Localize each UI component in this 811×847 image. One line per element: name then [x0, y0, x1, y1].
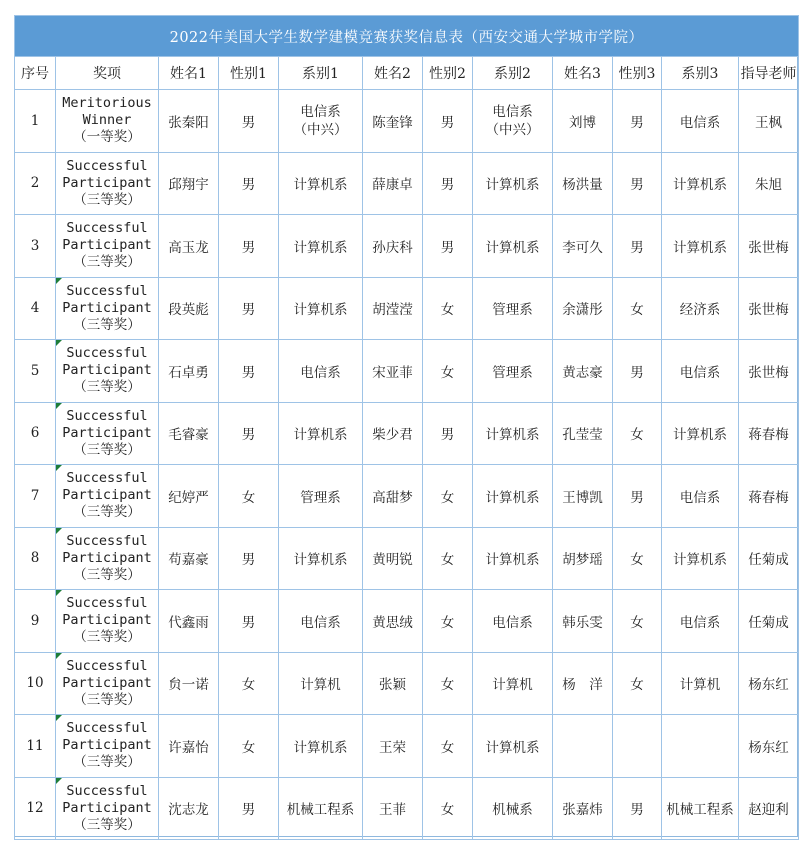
table-row — [15, 715, 799, 778]
comment-flag-icon — [56, 465, 62, 471]
cell-name2: 柴少君 — [363, 402, 423, 465]
cell-gender3: 女 — [613, 402, 662, 465]
header-gender3: 性别3 — [613, 57, 662, 90]
header-dept2: 系别2 — [473, 57, 553, 90]
cell-name1: 段英彪 — [159, 277, 219, 340]
cell-gender3: 女 — [613, 590, 662, 653]
cell-name2: 黄明锐 — [363, 527, 423, 590]
comment-flag-icon — [56, 653, 62, 659]
cell-no: 1 — [15, 90, 56, 153]
cell-name2: 黄思绒 — [363, 590, 423, 653]
cell-gender2: 男 — [423, 152, 473, 215]
cell-no: 8 — [15, 527, 56, 590]
cell-award: Successful Participant （三等奖） — [56, 402, 159, 465]
table-row — [15, 402, 799, 465]
cell-gender3: 男 — [613, 90, 662, 153]
cell-name3: 杨 洋 — [553, 652, 613, 715]
header-award: 奖项 — [56, 57, 159, 90]
cell-name1: 张秦阳 — [159, 90, 219, 153]
cell-name3: 孔莹莹 — [553, 402, 613, 465]
cell-name1: 许嘉怡 — [159, 715, 219, 778]
cell-dept2: 计算机 — [473, 652, 553, 715]
cell-gender2: 男 — [423, 402, 473, 465]
cell-name3: 刘博 — [553, 90, 613, 153]
cell-gender1: 男 — [219, 277, 279, 340]
cell-gender2: 男 — [423, 90, 473, 153]
award-table-frame — [14, 15, 798, 837]
cell-dept1: 计算机系 — [279, 152, 363, 215]
cell-no: 3 — [15, 215, 56, 278]
cell-dept2: 计算机系 — [473, 402, 553, 465]
cell-no: 11 — [15, 715, 56, 778]
cell-dept2: 机械系 — [473, 777, 553, 840]
cell-gender3: 男 — [613, 340, 662, 403]
cell-no: 12 — [15, 777, 56, 840]
cell-gender1: 女 — [219, 652, 279, 715]
cell-gender1: 男 — [219, 590, 279, 653]
cell-no: 9 — [15, 590, 56, 653]
table-title: 2022年美国大学生数学建模竞赛获奖信息表（西安交通大学城市学院） — [15, 16, 799, 57]
cell-dept2: 计算机系 — [473, 215, 553, 278]
cell-award: Successful Participant （三等奖） — [56, 215, 159, 278]
cell-name3: 王博凯 — [553, 465, 613, 528]
cell-advisor: 朱旭 — [739, 152, 799, 215]
cell-dept1: 计算机 — [279, 652, 363, 715]
cell-name2: 宋亚菲 — [363, 340, 423, 403]
cell-gender1: 女 — [219, 465, 279, 528]
header-name1: 姓名1 — [159, 57, 219, 90]
table-row — [15, 652, 799, 715]
header-row — [15, 57, 799, 90]
header-gender2: 性别2 — [423, 57, 473, 90]
header-dept3: 系别3 — [662, 57, 739, 90]
cell-dept3: 计算机系 — [662, 527, 739, 590]
cell-dept2: 电信系 （中兴） — [473, 90, 553, 153]
comment-flag-icon — [56, 590, 62, 596]
cell-no: 7 — [15, 465, 56, 528]
cell-award: Successful Participant （三等奖） — [56, 465, 159, 528]
cell-gender3: 女 — [613, 652, 662, 715]
cell-name2: 胡滢滢 — [363, 277, 423, 340]
cell-no: 2 — [15, 152, 56, 215]
cell-advisor: 赵迎利 — [739, 777, 799, 840]
cell-name3: 韩乐雯 — [553, 590, 613, 653]
cell-advisor: 杨东红 — [739, 715, 799, 778]
cell-gender2: 女 — [423, 340, 473, 403]
cell-dept1: 电信系 — [279, 590, 363, 653]
cell-advisor: 杨东红 — [739, 652, 799, 715]
award-table — [14, 15, 799, 840]
cell-advisor: 王枫 — [739, 90, 799, 153]
cell-advisor: 蒋春梅 — [739, 402, 799, 465]
cell-dept1: 计算机系 — [279, 402, 363, 465]
cell-gender2: 女 — [423, 715, 473, 778]
cell-name3: 李可久 — [553, 215, 613, 278]
cell-dept2: 管理系 — [473, 340, 553, 403]
table-row — [15, 340, 799, 403]
cell-dept3 — [662, 715, 739, 778]
comment-flag-icon — [56, 715, 62, 721]
cell-award: Successful Participant （三等奖） — [56, 277, 159, 340]
cell-award: Successful Participant （三等奖） — [56, 777, 159, 840]
cell-dept3: 电信系 — [662, 465, 739, 528]
comment-flag-icon — [56, 340, 62, 346]
comment-flag-icon — [56, 278, 62, 284]
cell-name3: 杨洪量 — [553, 152, 613, 215]
cell-award: Successful Participant （三等奖） — [56, 152, 159, 215]
cell-advisor: 张世梅 — [739, 277, 799, 340]
cell-gender1: 男 — [219, 527, 279, 590]
cell-award: Successful Participant （三等奖） — [56, 527, 159, 590]
cell-dept2: 计算机系 — [473, 465, 553, 528]
cell-dept2: 电信系 — [473, 590, 553, 653]
cell-dept3: 电信系 — [662, 90, 739, 153]
cell-no: 5 — [15, 340, 56, 403]
cell-dept1: 计算机系 — [279, 715, 363, 778]
cell-dept2: 计算机系 — [473, 527, 553, 590]
comment-flag-icon — [56, 528, 62, 534]
cell-name3: 胡梦瑶 — [553, 527, 613, 590]
table-row — [15, 277, 799, 340]
cell-name2: 王菲 — [363, 777, 423, 840]
cell-dept1: 电信系 — [279, 340, 363, 403]
cell-award: Successful Participant （三等奖） — [56, 590, 159, 653]
cell-name1: 纪婷严 — [159, 465, 219, 528]
cell-dept2: 管理系 — [473, 277, 553, 340]
cell-dept3: 机械工程系 — [662, 777, 739, 840]
cell-dept1: 机械工程系 — [279, 777, 363, 840]
cell-dept3: 计算机系 — [662, 152, 739, 215]
cell-gender2: 女 — [423, 527, 473, 590]
cell-gender2: 男 — [423, 215, 473, 278]
cell-name2: 高甜梦 — [363, 465, 423, 528]
cell-dept1: 计算机系 — [279, 277, 363, 340]
cell-gender1: 男 — [219, 340, 279, 403]
cell-dept1: 计算机系 — [279, 215, 363, 278]
cell-dept3: 计算机系 — [662, 402, 739, 465]
comment-flag-icon — [56, 778, 62, 784]
cell-advisor: 蒋春梅 — [739, 465, 799, 528]
cell-advisor: 任菊成 — [739, 527, 799, 590]
cell-dept3: 计算机 — [662, 652, 739, 715]
cell-name2: 王荣 — [363, 715, 423, 778]
cell-gender3: 男 — [613, 152, 662, 215]
cell-gender1: 男 — [219, 215, 279, 278]
cell-name1: 邱翔宇 — [159, 152, 219, 215]
header-no: 序号 — [15, 57, 56, 90]
header-name2: 姓名2 — [363, 57, 423, 90]
cell-gender3: 女 — [613, 277, 662, 340]
cell-dept3: 计算机系 — [662, 215, 739, 278]
cell-gender3: 男 — [613, 465, 662, 528]
cell-gender1: 男 — [219, 90, 279, 153]
cell-name1: 代鑫雨 — [159, 590, 219, 653]
table-row — [15, 215, 799, 278]
table-row — [15, 152, 799, 215]
cell-no: 6 — [15, 402, 56, 465]
cell-gender3: 女 — [613, 527, 662, 590]
cell-gender2: 女 — [423, 590, 473, 653]
cell-gender3: 男 — [613, 215, 662, 278]
cell-gender1: 男 — [219, 152, 279, 215]
cell-dept2: 计算机系 — [473, 715, 553, 778]
cell-name3: 黄志豪 — [553, 340, 613, 403]
cell-name2: 张颖 — [363, 652, 423, 715]
cell-dept3: 电信系 — [662, 590, 739, 653]
cell-name3: 张嘉炜 — [553, 777, 613, 840]
table-row — [15, 777, 799, 840]
cell-dept2: 计算机系 — [473, 152, 553, 215]
cell-gender2: 女 — [423, 465, 473, 528]
cell-name3: 余潇彤 — [553, 277, 613, 340]
cell-dept1: 计算机系 — [279, 527, 363, 590]
cell-name1: 高玉龙 — [159, 215, 219, 278]
cell-award: Successful Participant （三等奖） — [56, 652, 159, 715]
cell-gender1: 男 — [219, 777, 279, 840]
header-dept1: 系别1 — [279, 57, 363, 90]
cell-award: Successful Participant （三等奖） — [56, 340, 159, 403]
header-gender1: 性别1 — [219, 57, 279, 90]
comment-flag-icon — [56, 403, 62, 409]
cell-name1: 石卓勇 — [159, 340, 219, 403]
cell-name1: 毛睿豪 — [159, 402, 219, 465]
cell-name3 — [553, 715, 613, 778]
cell-dept1: 管理系 — [279, 465, 363, 528]
table-row — [15, 527, 799, 590]
cell-dept3: 经济系 — [662, 277, 739, 340]
table-row — [15, 465, 799, 528]
header-advisor: 指导老师 — [739, 57, 799, 90]
header-name3: 姓名3 — [553, 57, 613, 90]
cell-advisor: 张世梅 — [739, 215, 799, 278]
cell-gender1: 女 — [219, 715, 279, 778]
cell-gender1: 男 — [219, 402, 279, 465]
cell-no: 10 — [15, 652, 56, 715]
title-row — [15, 16, 799, 57]
cell-award: Meritorious Winner （一等奖） — [56, 90, 159, 153]
cell-gender2: 女 — [423, 277, 473, 340]
cell-name1: 苟嘉豪 — [159, 527, 219, 590]
cell-advisor: 张世梅 — [739, 340, 799, 403]
cell-name2: 孙庆科 — [363, 215, 423, 278]
cell-gender2: 女 — [423, 777, 473, 840]
table-row — [15, 90, 799, 153]
cell-name2: 陈奎锋 — [363, 90, 423, 153]
cell-name1: 沈志龙 — [159, 777, 219, 840]
cell-no: 4 — [15, 277, 56, 340]
cell-dept1: 电信系 （中兴） — [279, 90, 363, 153]
cell-award: Successful Participant （三等奖） — [56, 715, 159, 778]
cell-dept3: 电信系 — [662, 340, 739, 403]
cell-name2: 薛康卓 — [363, 152, 423, 215]
cell-advisor: 任菊成 — [739, 590, 799, 653]
cell-gender3 — [613, 715, 662, 778]
cell-gender2: 女 — [423, 652, 473, 715]
cell-gender3: 男 — [613, 777, 662, 840]
table-row — [15, 590, 799, 653]
cell-name1: 贠一诺 — [159, 652, 219, 715]
